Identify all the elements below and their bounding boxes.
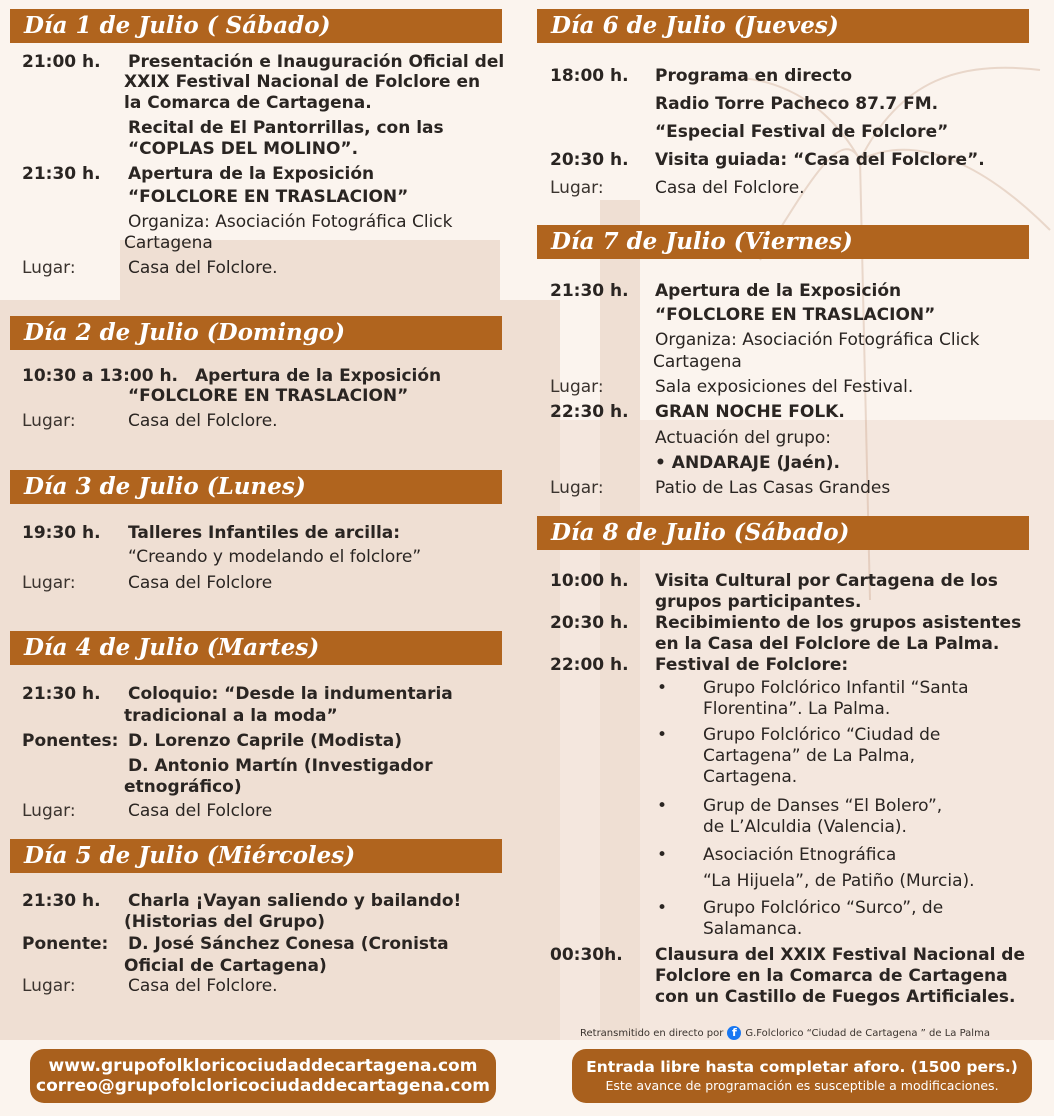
- bullet-icon: •: [657, 796, 668, 816]
- event: • ANDARAJE (Jaén).: [655, 453, 840, 473]
- group-name: Cartagena” de La Palma,: [703, 746, 915, 766]
- place: Casa del Folclore.: [655, 178, 805, 198]
- day-4-banner: Día 4 de Julio (Martes): [10, 631, 502, 665]
- time: 20:30 h.: [550, 613, 629, 633]
- place: Casa del Folclore.: [128, 258, 278, 278]
- place-label: Lugar:: [550, 178, 604, 198]
- time: 21:30 h.: [22, 164, 101, 184]
- day-5-banner: Día 5 de Julio (Miércoles): [10, 839, 502, 873]
- place: Casa del Folclore: [128, 801, 273, 821]
- event: Clausura del XXIX Festival Nacional de: [655, 945, 1026, 965]
- group-name: Grupo Folclórico Infantil “Santa: [703, 678, 969, 698]
- place: Casa del Folclore.: [128, 976, 278, 996]
- time: 22:30 h.: [550, 402, 629, 422]
- time: 22:00 h.: [550, 655, 629, 675]
- bullet-icon: •: [657, 725, 668, 745]
- event: GRAN NOCHE FOLK.: [655, 402, 845, 422]
- place-label: Lugar:: [22, 976, 76, 996]
- place: Sala exposiciones del Festival.: [655, 377, 914, 397]
- place-label: Lugar:: [22, 573, 76, 593]
- event: Cartagena: [124, 233, 213, 253]
- event: “Especial Festival de Folclore”: [655, 122, 949, 142]
- entry-info-box: [572, 1049, 1032, 1103]
- event: Cartagena: [653, 352, 742, 372]
- time: 18:00 h.: [550, 66, 629, 86]
- facebook-icon: f: [727, 1026, 741, 1040]
- website-link[interactable]: www.grupofolkloricociudaddecartagena.com: [48, 1056, 478, 1076]
- bullet-icon: •: [657, 845, 668, 865]
- time: 10:00 h.: [550, 571, 629, 591]
- group-name: “La Hijuela”, de Patiño (Murcia).: [703, 871, 975, 891]
- speaker: D. Antonio Martín (Investigador: [128, 756, 433, 776]
- event: la Comarca de Cartagena.: [124, 93, 372, 113]
- event: Folclore en la Comarca de Cartagena: [655, 966, 1008, 986]
- event: Apertura de la Exposición: [195, 366, 442, 386]
- event: Visita Cultural por Cartagena de los: [655, 571, 998, 591]
- day-7-banner: Día 7 de Julio (Viernes): [537, 225, 1029, 259]
- place: Casa del Folclore: [128, 573, 273, 593]
- event: Talleres Infantiles de arcilla:: [128, 523, 401, 543]
- bullet-icon: •: [657, 678, 668, 698]
- entry-text: Entrada libre hasta completar aforo. (1500 pers.): [586, 1058, 1018, 1076]
- event: XXIX Festival Nacional de Folclore en: [124, 72, 481, 92]
- event: Festival de Folclore:: [655, 655, 849, 675]
- place-label: Lugar:: [22, 801, 76, 821]
- event: Presentación e Inauguración Oficial del: [128, 52, 505, 72]
- place-label: Lugar:: [550, 478, 604, 498]
- speakers-label: Ponentes:: [22, 731, 119, 751]
- place-label: Lugar:: [550, 377, 604, 397]
- event: Recital de El Pantorrillas, con las: [128, 118, 444, 138]
- event: “FOLCLORE EN TRASLACION”: [128, 386, 409, 406]
- time: 20:30 h.: [550, 150, 629, 170]
- credit-page: G.Folclorico “Ciudad de Cartagena ” de La Palma: [745, 1028, 990, 1039]
- day-3-banner: Día 3 de Julio (Lunes): [10, 470, 502, 504]
- event: con un Castillo de Fuegos Artificiales.: [655, 987, 1016, 1007]
- speaker: Oficial de Cartagena): [124, 956, 327, 976]
- event: Recibimiento de los grupos asistentes: [655, 613, 1022, 633]
- speaker: D. Lorenzo Caprile (Modista): [128, 731, 402, 751]
- broadcast-credit: [580, 1026, 990, 1040]
- event: Apertura de la Exposición: [655, 281, 902, 301]
- event: (Historias del Grupo): [124, 912, 325, 932]
- event: Charla ¡Vayan saliendo y bailando!: [128, 891, 462, 911]
- event: “FOLCLORE EN TRASLACION”: [655, 305, 936, 325]
- speaker: etnográfico): [124, 777, 242, 797]
- place-label: Lugar:: [22, 258, 76, 278]
- bullet-icon: •: [657, 898, 668, 918]
- time: 21:00 h.: [22, 52, 101, 72]
- event: “COPLAS DEL MOLINO”.: [128, 139, 359, 159]
- email-link[interactable]: correo@grupofolcloricociudaddecartagena.com: [36, 1076, 490, 1096]
- time: 00:30h.: [550, 945, 623, 965]
- event: grupos participantes.: [655, 592, 862, 612]
- time: 21:30 h.: [550, 281, 629, 301]
- speaker: D. José Sánchez Conesa (Cronista: [128, 934, 449, 954]
- event: Visita guiada: “Casa del Folclore”.: [655, 150, 985, 170]
- day-8-banner: Día 8 de Julio (Sábado): [537, 516, 1029, 550]
- time: 19:30 h.: [22, 523, 101, 543]
- group-name: Grup de Danses “El Bolero”,: [703, 796, 943, 816]
- event: Apertura de la Exposición: [128, 164, 375, 184]
- group-name: Cartagena.: [703, 767, 798, 787]
- group-name: Grupo Folclórico “Surco”, de: [703, 898, 944, 918]
- event: Radio Torre Pacheco 87.7 FM.: [655, 94, 939, 114]
- day-6-banner: Día 6 de Julio (Jueves): [537, 9, 1029, 43]
- event: Coloquio: “Desde la indumentaria: [128, 684, 453, 704]
- place: Casa del Folclore.: [128, 411, 278, 431]
- group-name: Asociación Etnográfica: [703, 845, 897, 865]
- day-2-banner: Día 2 de Julio (Domingo): [10, 316, 502, 350]
- event: Organiza: Asociación Fotográfica Click: [128, 212, 453, 232]
- place: Patio de Las Casas Grandes: [655, 478, 891, 498]
- disclaimer-text: Este avance de programación es susceptible a modificaciones.: [605, 1078, 999, 1093]
- event: tradicional a la moda”: [124, 706, 338, 726]
- event: en la Casa del Folclore de La Palma.: [655, 634, 1000, 654]
- credit-text: Retransmitido en directo por: [580, 1028, 724, 1039]
- group-name: de L’Alculdia (Valencia).: [703, 817, 907, 837]
- time: 21:30 h.: [22, 684, 101, 704]
- time: 10:30 a 13:00 h.: [22, 366, 179, 386]
- event: Actuación del grupo:: [655, 428, 832, 448]
- place-label: Lugar:: [22, 411, 76, 431]
- event: “FOLCLORE EN TRASLACION”: [128, 187, 409, 207]
- speaker-label: Ponente:: [22, 934, 109, 954]
- time: 21:30 h.: [22, 891, 101, 911]
- event: “Creando y modelando el folclore”: [128, 547, 422, 567]
- contact-box: [30, 1049, 496, 1103]
- group-name: Grupo Folclórico “Ciudad de: [703, 725, 941, 745]
- group-name: Salamanca.: [703, 919, 803, 939]
- event: Programa en directo: [655, 66, 852, 86]
- event: Organiza: Asociación Fotográfica Click: [655, 330, 980, 350]
- group-name: Florentina”. La Palma.: [703, 699, 891, 719]
- day-1-banner: Día 1 de Julio ( Sábado): [10, 9, 502, 43]
